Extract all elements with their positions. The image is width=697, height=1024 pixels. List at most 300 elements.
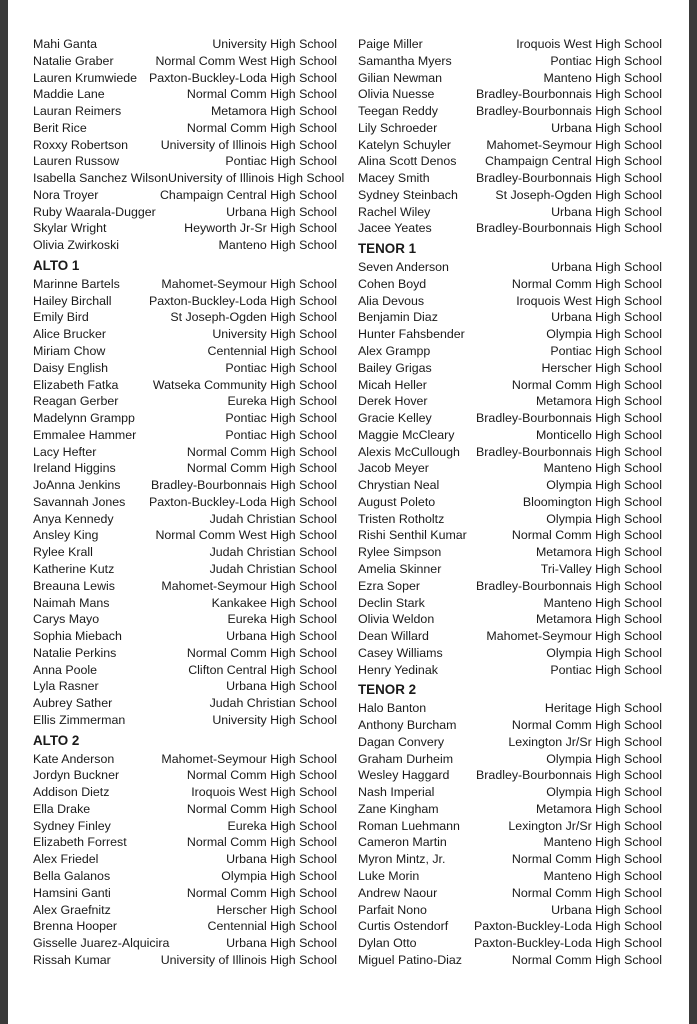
- student-name: Rishi Senthil Kumar: [358, 528, 467, 543]
- school-name: Normal Comm High School: [186, 444, 337, 459]
- roster-row: [33, 309, 337, 326]
- roster-row: [358, 952, 662, 969]
- student-name: Andrew Naour: [358, 885, 438, 900]
- roster-row: [358, 851, 662, 868]
- school-name: Normal Comm West High School: [155, 53, 337, 68]
- school-name: Paxton-Buckley-Loda High School: [473, 919, 662, 934]
- roster-row: [358, 628, 662, 645]
- student-name: Nora Troyer: [33, 187, 99, 202]
- school-name: Olympia High School: [221, 868, 337, 883]
- school-name: Bradley-Bourbonnais High School: [476, 444, 662, 459]
- roster-row: [33, 477, 337, 494]
- school-name: Urbana High School: [551, 260, 662, 275]
- student-name: Anna Poole: [33, 662, 98, 677]
- student-name: Alex Grampp: [358, 344, 431, 359]
- left-column: [33, 36, 345, 969]
- roster-row: [33, 511, 337, 528]
- school-name: Normal Comm High School: [186, 768, 337, 783]
- school-name: Normal Comm High School: [186, 120, 337, 135]
- school-name: Urbana High School: [226, 629, 337, 644]
- roster-row: [33, 544, 337, 561]
- roster-row: [358, 611, 662, 628]
- school-name: Urbana High School: [551, 902, 662, 917]
- student-name: Alex Friedel: [33, 852, 99, 867]
- student-name: Alina Scott Denos: [358, 154, 457, 169]
- student-name: Madelynn Grampp: [33, 411, 135, 426]
- school-name: Paxton-Buckley-Loda High School: [148, 494, 337, 509]
- roster-row: [33, 170, 345, 187]
- school-name: Paxton-Buckley-Loda High School: [148, 70, 337, 85]
- student-name: Bailey Grigas: [358, 360, 432, 375]
- school-name: Judah Christian School: [209, 696, 337, 711]
- student-name: Dagan Convery: [358, 734, 445, 749]
- student-name: Sophia Miebach: [33, 629, 122, 644]
- section-heading: TENOR 1: [358, 241, 417, 257]
- roster-row: [358, 377, 662, 394]
- student-name: Tristen Rotholtz: [358, 511, 445, 526]
- roster-row: [33, 712, 337, 729]
- school-name: Olympia High School: [546, 645, 662, 660]
- roster-row: [33, 767, 337, 784]
- school-name: Lexington Jr/Sr High School: [508, 734, 662, 749]
- roster-row: [33, 343, 337, 360]
- roster-row: [358, 103, 662, 120]
- school-name: Normal Comm High School: [511, 952, 662, 967]
- roster-row: [358, 220, 662, 237]
- student-name: Derek Hover: [358, 394, 428, 409]
- student-name: Zane Kingham: [358, 801, 439, 816]
- school-name: Urbana High School: [226, 852, 337, 867]
- school-name: Clifton Central High School: [188, 662, 337, 677]
- school-name: Eureka High School: [227, 612, 337, 627]
- school-name: Normal Comm High School: [511, 718, 662, 733]
- roster-row: [358, 511, 662, 528]
- roster-row: [358, 187, 662, 204]
- student-name: Addison Dietz: [33, 785, 110, 800]
- roster-row: [33, 276, 337, 293]
- roster-row: [358, 86, 662, 103]
- school-name: Pontiac High School: [225, 360, 337, 375]
- school-name: Judah Christian School: [209, 545, 337, 560]
- school-name: University of Illinois High School: [168, 171, 345, 186]
- section-heading: ALTO 1: [33, 257, 80, 273]
- roster-row: [358, 700, 662, 717]
- roster-row: [33, 204, 337, 221]
- school-name: Normal Comm High School: [511, 276, 662, 291]
- student-name: Emmalee Hammer: [33, 427, 137, 442]
- student-name: Rylee Simpson: [358, 545, 442, 560]
- roster-row: [358, 427, 662, 444]
- student-name: Samantha Myers: [358, 53, 452, 68]
- roster-row: [33, 868, 337, 885]
- roster-row: [358, 868, 662, 885]
- roster-row: [33, 952, 337, 969]
- school-name: Herscher High School: [541, 360, 662, 375]
- student-name: Lily Schroeder: [358, 120, 438, 135]
- school-name: Metamora High School: [535, 394, 662, 409]
- roster-row: [33, 393, 337, 410]
- student-name: Macey Smith: [358, 171, 430, 186]
- student-name: Paige Miller: [358, 37, 423, 51]
- school-name: University High School: [212, 37, 337, 51]
- school-name: Olympia High School: [546, 511, 662, 526]
- student-name: Casey Williams: [358, 645, 443, 660]
- roster-page: [8, 0, 689, 1024]
- roster-row: [358, 645, 662, 662]
- school-name: Normal Comm High School: [511, 377, 662, 392]
- student-name: Sydney Steinbach: [358, 187, 458, 202]
- student-name: Halo Banton: [358, 701, 427, 716]
- roster-row: [358, 527, 662, 544]
- school-name: Bradley-Bourbonnais High School: [151, 478, 337, 493]
- school-name: Bradley-Bourbonnais High School: [476, 578, 662, 593]
- school-name: Paxton-Buckley-Loda High School: [148, 293, 337, 308]
- student-name: Roxxy Robertson: [33, 137, 129, 152]
- roster-row: [358, 767, 662, 784]
- roster-row: [33, 360, 337, 377]
- school-name: Normal Comm West High School: [155, 528, 337, 543]
- student-name: Katelyn Schuyler: [358, 137, 451, 152]
- school-name: Normal Comm High School: [511, 528, 662, 543]
- roster-row: [358, 276, 662, 293]
- student-name: Lyla Rasner: [33, 679, 99, 694]
- student-name: Ella Drake: [33, 801, 91, 816]
- school-name: Normal Comm High School: [186, 645, 337, 660]
- school-name: Champaign Central High School: [159, 187, 337, 202]
- school-name: Pontiac High School: [225, 427, 337, 442]
- student-name: Benjamin Diaz: [358, 310, 438, 325]
- roster-row: [33, 377, 337, 394]
- student-name: Dylan Otto: [358, 936, 417, 951]
- roster-row: [33, 103, 337, 120]
- roster-row: [33, 902, 337, 919]
- student-name: Carys Mayo: [33, 612, 100, 627]
- school-name: Olympia High School: [546, 327, 662, 342]
- school-name: University High School: [212, 327, 337, 342]
- roster-row: [358, 734, 662, 751]
- student-name: Wesley Haggard: [358, 768, 450, 783]
- school-name: Normal Comm High School: [511, 852, 662, 867]
- roster-row: [33, 53, 337, 70]
- school-name: Eureka High School: [227, 818, 337, 833]
- school-name: Manteno High School: [218, 238, 337, 253]
- school-name: Mahomet-Seymour High School: [486, 629, 662, 644]
- student-name: Daisy English: [33, 360, 109, 375]
- roster-row: [33, 578, 337, 595]
- student-name: Isabella Sanchez Wilson: [33, 171, 168, 186]
- student-name: Lauran Reimers: [33, 104, 122, 119]
- student-name: Bella Galanos: [33, 868, 111, 883]
- student-name: Graham Durheim: [358, 751, 454, 766]
- student-name: Alia Devous: [358, 293, 425, 308]
- roster-row: [358, 818, 662, 835]
- roster-row: [358, 36, 662, 53]
- student-name: Olivia Zwirkoski: [33, 238, 120, 253]
- roster-row: [33, 293, 337, 310]
- school-name: Monticello High School: [535, 427, 662, 442]
- student-name: Alex Graefnitz: [33, 902, 111, 917]
- school-name: Manteno High School: [543, 70, 662, 85]
- school-name: Metamora High School: [535, 545, 662, 560]
- roster-row: [33, 137, 337, 154]
- student-name: Maggie McCleary: [358, 427, 455, 442]
- student-name: Alexis McCullough: [358, 444, 460, 459]
- student-name: Naimah Mans: [33, 595, 110, 610]
- roster-row: [358, 460, 662, 477]
- student-name: Curtis Ostendorf: [358, 919, 449, 934]
- school-name: University High School: [212, 712, 337, 727]
- roster-row: [33, 410, 337, 427]
- student-name: Ruby Waarala-Dugger: [33, 204, 156, 219]
- roster-row: [358, 444, 662, 461]
- student-name: Myron Mintz, Jr.: [358, 852, 446, 867]
- school-name: Mahomet-Seymour High School: [161, 578, 337, 593]
- student-name: Jacee Yeates: [358, 221, 432, 236]
- roster-row: [358, 477, 662, 494]
- roster-row: [33, 237, 337, 254]
- school-name: Pontiac High School: [550, 662, 662, 677]
- roster-row: [358, 393, 662, 410]
- school-name: Urbana High School: [226, 936, 337, 951]
- roster-row: [33, 678, 337, 695]
- student-name: Maddie Lane: [33, 87, 105, 102]
- student-name: Parfait Nono: [358, 902, 427, 917]
- school-name: Normal Comm High School: [186, 87, 337, 102]
- school-name: Manteno High School: [543, 835, 662, 850]
- student-name: Lauren Krumwiede: [33, 70, 138, 85]
- school-name: Centennial High School: [207, 919, 337, 934]
- school-name: Pontiac High School: [225, 411, 337, 426]
- roster-row: [358, 751, 662, 768]
- school-name: Bradley-Bourbonnais High School: [476, 171, 662, 186]
- roster-row: [358, 410, 662, 427]
- roster-row: [33, 494, 337, 511]
- student-name: Dean Willard: [358, 629, 429, 644]
- student-name: Rissah Kumar: [33, 952, 111, 967]
- roster-row: [358, 935, 662, 952]
- roster-row: [358, 801, 662, 818]
- school-name: Bradley-Bourbonnais High School: [476, 221, 662, 236]
- school-name: Tri-Valley High School: [540, 561, 662, 576]
- student-name: Henry Yedinak: [358, 662, 438, 677]
- roster-row: [358, 153, 662, 170]
- school-name: Bradley-Bourbonnais High School: [476, 87, 662, 102]
- student-name: Roman Luehmann: [358, 818, 460, 833]
- student-name: Hailey Birchall: [33, 293, 112, 308]
- roster-row: [33, 220, 337, 237]
- student-name: Reagan Gerber: [33, 394, 119, 409]
- roster-row: [358, 204, 662, 221]
- section-heading: ALTO 2: [33, 732, 80, 748]
- roster-row: [358, 53, 662, 70]
- student-name: Sydney Finley: [33, 818, 111, 833]
- student-name: Rylee Krall: [33, 545, 93, 560]
- school-name: Manteno High School: [543, 595, 662, 610]
- roster-row: [33, 784, 337, 801]
- section-heading: TENOR 2: [358, 682, 417, 698]
- student-name: Nash Imperial: [358, 785, 435, 800]
- student-name: Jacob Meyer: [358, 461, 429, 476]
- student-name: Micah Heller: [358, 377, 427, 392]
- roster-row: [33, 935, 337, 952]
- roster-row: [33, 695, 337, 712]
- student-name: Elizabeth Fatka: [33, 377, 119, 392]
- roster-row: [33, 834, 337, 851]
- school-name: Eureka High School: [227, 394, 337, 409]
- school-name: Lexington Jr/Sr High School: [508, 818, 662, 833]
- roster-row: [358, 784, 662, 801]
- roster-row: [358, 561, 662, 578]
- school-name: Iroquois West High School: [516, 37, 662, 51]
- school-name: Bradley-Bourbonnais High School: [476, 104, 662, 119]
- roster-row: [358, 902, 662, 919]
- school-name: Kankakee High School: [211, 595, 337, 610]
- roster-row: [358, 885, 662, 902]
- student-name: Brenna Hooper: [33, 919, 118, 934]
- student-name: Hamsini Ganti: [33, 885, 111, 900]
- roster-row: [33, 527, 337, 544]
- student-name: Ezra Soper: [358, 578, 420, 593]
- roster-row: [33, 801, 337, 818]
- school-name: University of Illinois High School: [160, 137, 337, 152]
- roster-row: [358, 309, 662, 326]
- school-name: Mahomet-Seymour High School: [161, 751, 337, 766]
- roster-row: [358, 137, 662, 154]
- student-name: Lacy Hefter: [33, 444, 97, 459]
- school-name: Normal Comm High School: [186, 885, 337, 900]
- school-name: Urbana High School: [551, 120, 662, 135]
- student-name: Seven Anderson: [358, 260, 449, 275]
- student-name: Jordyn Buckner: [33, 768, 120, 783]
- roster-row: [358, 918, 662, 935]
- school-name: Mahomet-Seymour High School: [486, 137, 662, 152]
- roster-row: [358, 717, 662, 734]
- student-name: Mahi Ganta: [33, 37, 98, 51]
- student-name: Alice Brucker: [33, 327, 106, 342]
- school-name: Heyworth Jr-Sr High School: [184, 221, 337, 236]
- student-name: Hunter Fahsbender: [358, 327, 465, 342]
- school-name: Urbana High School: [551, 310, 662, 325]
- school-name: Judah Christian School: [209, 511, 337, 526]
- student-name: Anthony Burcham: [358, 718, 457, 733]
- school-name: Pontiac High School: [550, 344, 662, 359]
- school-name: Champaign Central High School: [484, 154, 662, 169]
- student-name: Lauren Russow: [33, 154, 120, 169]
- student-name: Anya Kennedy: [33, 511, 114, 526]
- roster-row: [358, 494, 662, 511]
- student-name: Gracie Kelley: [358, 411, 432, 426]
- student-name: JoAnna Jenkins: [33, 478, 121, 493]
- student-name: Katherine Kutz: [33, 561, 115, 576]
- school-name: Bradley-Bourbonnais High School: [476, 411, 662, 426]
- roster-row: [33, 645, 337, 662]
- roster-row: [33, 751, 337, 768]
- roster-row: [358, 343, 662, 360]
- school-name: Herscher High School: [216, 902, 337, 917]
- roster-row: [358, 170, 662, 187]
- roster-row: [33, 326, 337, 343]
- roster-row: [33, 36, 337, 53]
- school-name: Manteno High School: [543, 461, 662, 476]
- school-name: Manteno High School: [543, 868, 662, 883]
- school-name: Pontiac High School: [225, 154, 337, 169]
- roster-row: [33, 153, 337, 170]
- student-name: Ellis Zimmerman: [33, 712, 126, 727]
- roster-row: [33, 818, 337, 835]
- roster-row: [33, 86, 337, 103]
- student-name: Olivia Weldon: [358, 612, 435, 627]
- roster-row: [358, 293, 662, 310]
- school-name: Urbana High School: [226, 204, 337, 219]
- school-name: Watseka Community High School: [152, 377, 337, 392]
- roster-row: [33, 427, 337, 444]
- school-name: Bloomington High School: [522, 494, 662, 509]
- roster-row: [33, 885, 337, 902]
- student-name: Ansley King: [33, 528, 99, 543]
- school-name: Olympia High School: [546, 478, 662, 493]
- school-name: Iroquois West High School: [516, 293, 662, 308]
- school-name: Iroquois West High School: [191, 785, 337, 800]
- student-name: Olivia Nuesse: [358, 87, 435, 102]
- roster-row: [358, 259, 662, 276]
- roster-row: [358, 578, 662, 595]
- student-name: Berit Rice: [33, 120, 87, 135]
- student-name: Skylar Wright: [33, 221, 107, 236]
- student-name: Rachel Wiley: [358, 204, 431, 219]
- school-name: Normal Comm High School: [186, 461, 337, 476]
- school-name: St Joseph-Ogden High School: [170, 310, 337, 325]
- school-name: Urbana High School: [551, 204, 662, 219]
- roster-row: [358, 834, 662, 851]
- school-name: Centennial High School: [207, 344, 337, 359]
- roster-row: [33, 851, 337, 868]
- school-name: Heritage High School: [544, 701, 662, 716]
- school-name: Olympia High School: [546, 751, 662, 766]
- roster-row: [33, 628, 337, 645]
- roster-row: [33, 611, 337, 628]
- roster-row: [33, 595, 337, 612]
- roster-row: [33, 918, 337, 935]
- student-name: Amelia Skinner: [358, 561, 442, 576]
- school-name: Paxton-Buckley-Loda High School: [473, 936, 662, 951]
- student-name: Elizabeth Forrest: [33, 835, 127, 850]
- student-name: August Poleto: [358, 494, 436, 509]
- student-name: Ireland Higgins: [33, 461, 116, 476]
- student-name: Emily Bird: [33, 310, 89, 325]
- roster-row: [33, 444, 337, 461]
- student-name: Declin Stark: [358, 595, 425, 610]
- student-name: Teegan Reddy: [358, 104, 438, 119]
- student-name: Kate Anderson: [33, 751, 115, 766]
- roster-row: [33, 120, 337, 137]
- student-name: Cameron Martin: [358, 835, 447, 850]
- student-name: Breauna Lewis: [33, 578, 115, 593]
- school-name: St Joseph-Ogden High School: [495, 187, 662, 202]
- roster-row: [33, 460, 337, 477]
- student-name: Miguel Patino-Diaz: [358, 952, 462, 967]
- student-name: Savannah Jones: [33, 494, 126, 509]
- school-name: University of Illinois High School: [160, 952, 337, 967]
- student-name: Marinne Bartels: [33, 276, 120, 291]
- student-name: Cohen Boyd: [358, 276, 427, 291]
- school-name: Metamora High School: [535, 612, 662, 627]
- student-name: Gilian Newman: [358, 70, 443, 85]
- student-name: Natalie Graber: [33, 53, 114, 68]
- roster-row: [358, 360, 662, 377]
- roster-row: [33, 561, 337, 578]
- right-column: [358, 36, 662, 969]
- school-name: Bradley-Bourbonnais High School: [476, 768, 662, 783]
